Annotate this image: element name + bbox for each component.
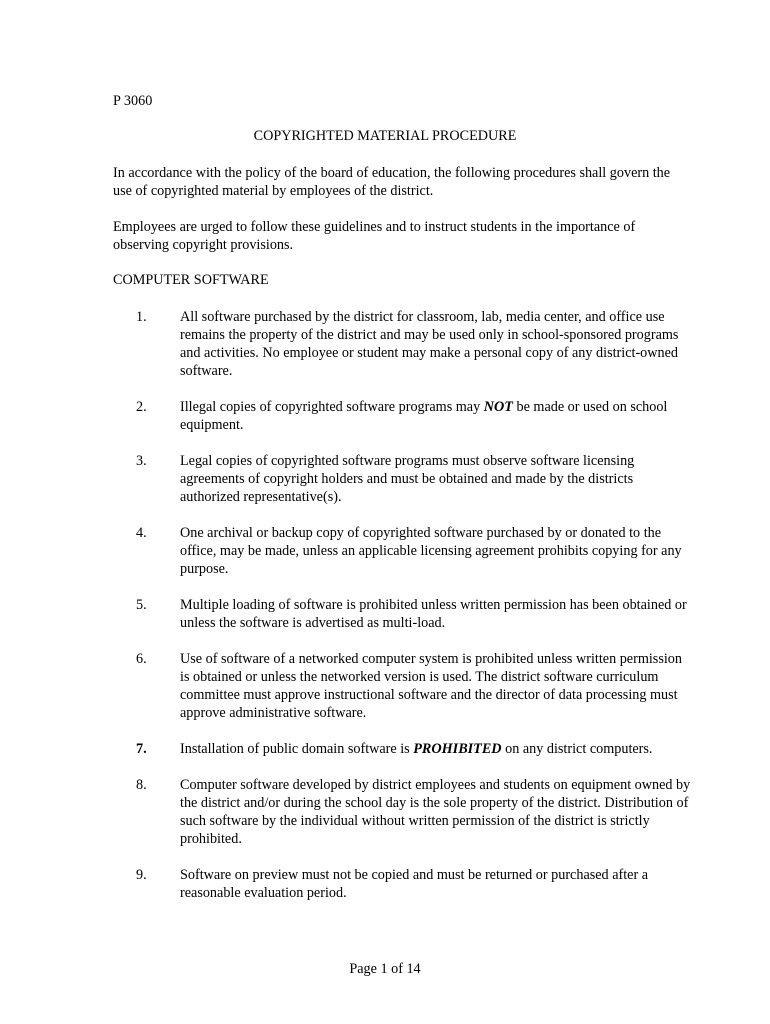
item-number: 5. — [136, 597, 147, 613]
document-title: COPYRIGHTED MATERIAL PROCEDURE — [253, 128, 517, 144]
item-text: Software on preview must not be copied and must be returned or purchased after a reasonable evaluation period. — [180, 867, 649, 901]
intro-paragraph-1: In accordance with the policy of the board of education, the following procedures shall govern the use of copyrighted material by employees of the district. — [113, 165, 671, 199]
item-text: Multiple loading of software is prohibited unless written permission has been obtained or unless the software is advertised as multi-load. — [180, 597, 687, 631]
intro-paragraph-2: Employees are urged to follow these guidelines and to instruct students in the importance of observing copyright provisions. — [113, 219, 636, 253]
item-text: Computer software developed by district employees and students on equipment owned by the district and/or during the school day is the sole property of the district. Distribution of such software by the individual without written permission of the district is strictly prohibited. — [180, 777, 691, 847]
item-number: 4. — [136, 525, 147, 541]
item-text — [180, 398, 693, 434]
procedure-list — [113, 308, 693, 920]
item-text-post: be made or used on school equipment. — [180, 399, 668, 433]
item-number: 9. — [136, 867, 147, 883]
item-text — [180, 740, 693, 758]
list-item-3 — [113, 452, 693, 506]
page-number: Page 1 of 14 — [349, 961, 421, 977]
list-item-4 — [113, 524, 693, 578]
list-item-5 — [113, 596, 693, 632]
item-text: Legal copies of copyrighted software programs must observe software licensing agreements of copyright holders and must be obtained and made by the districts authorized representative(s). — [180, 453, 635, 505]
item-number: 8. — [136, 777, 147, 793]
list-item-2 — [113, 398, 693, 434]
list-item-6 — [113, 650, 693, 722]
item-text-pre: Installation of public domain software is — [180, 741, 414, 757]
section-heading: COMPUTER SOFTWARE — [113, 272, 269, 288]
item-text: One archival or backup copy of copyrighted software purchased by or donated to the office, may be made, unless an applicable licensing agreement prohibits copying for any purpose. — [180, 525, 682, 577]
item-number: 1. — [136, 309, 147, 325]
item-text: All software purchased by the district for classroom, lab, media center, and office use remains the property of the district and may be used only in school-sponsored programs and activities. No employee or student may make a personal copy of any district-owned software. — [180, 309, 679, 379]
item-number: 3. — [136, 453, 147, 469]
list-item-9 — [113, 866, 693, 902]
item-text-pre: Illegal copies of copyrighted software programs may — [180, 399, 484, 415]
list-item-7 — [113, 740, 693, 758]
item-text-emphasis: NOT — [483, 399, 513, 415]
list-item-1 — [113, 308, 693, 380]
item-text: Use of software of a networked computer system is prohibited unless written permission is obtained or unless the networked version is used. The district software curriculum committee must approve instructional software and the director of data processing must approve administrative software. — [180, 651, 682, 721]
item-number: 2. — [136, 399, 147, 415]
policy-code: P 3060 — [113, 93, 153, 109]
item-text-emphasis: PROHIBITED — [413, 741, 502, 757]
item-number: 7. — [136, 741, 147, 757]
list-item-8 — [113, 776, 693, 848]
item-text-post: on any district computers. — [501, 741, 653, 757]
item-number: 6. — [136, 651, 147, 667]
